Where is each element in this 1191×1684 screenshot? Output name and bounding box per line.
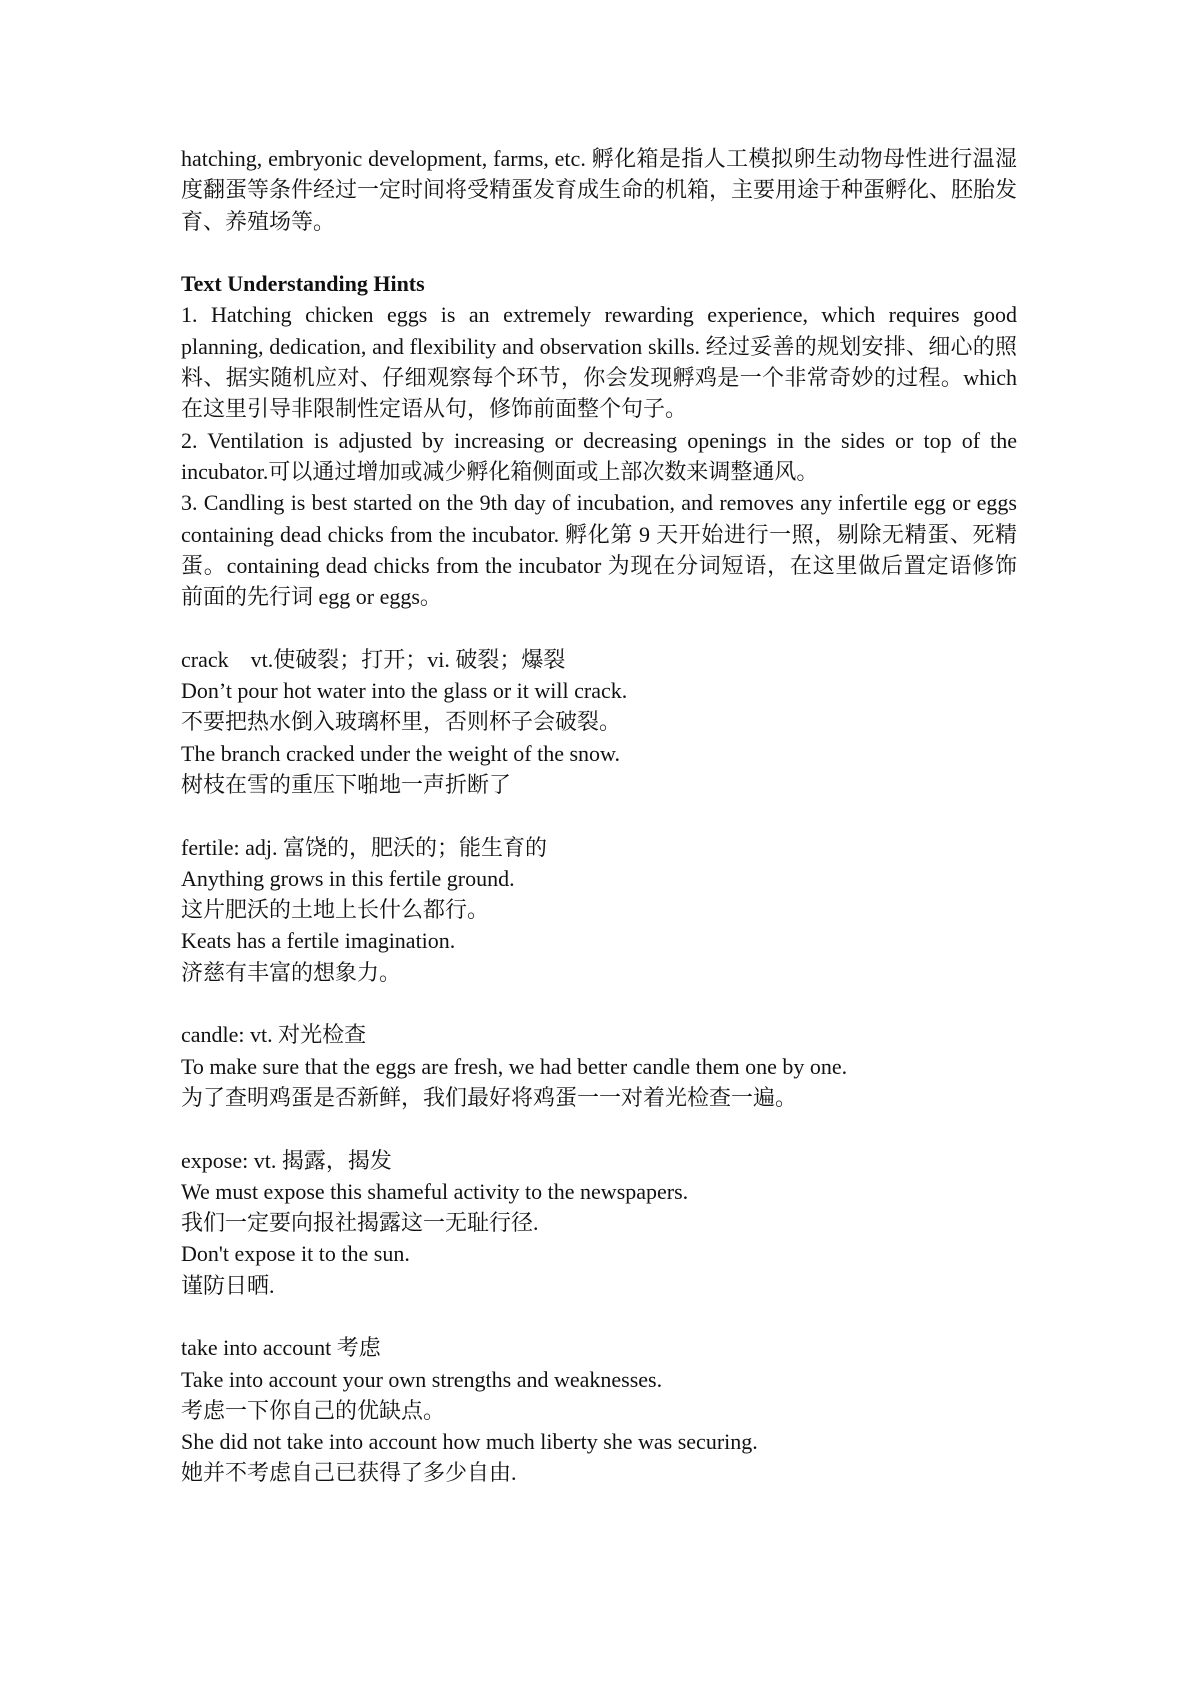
vocab-entry-take-into-account xyxy=(181,1332,1017,1488)
example-line: 不要把热水倒入玻璃杯里，否则杯子会破裂。 xyxy=(181,709,622,735)
example-line: 考虑一下你自己的优缺点。 xyxy=(181,1397,446,1423)
spacer xyxy=(181,237,1017,268)
example-line: 她并不考虑自己已获得了多少自由. xyxy=(181,1460,517,1486)
vocab-headword: fertile: adj. 富饶的，肥沃的；能生育的 xyxy=(181,834,548,860)
spacer xyxy=(181,988,1017,1019)
document-page xyxy=(181,143,1017,1489)
example-line: Keats has a fertile imagination. xyxy=(181,928,456,954)
vocab-headword: candle: vt. 对光检查 xyxy=(181,1022,367,1048)
example-line: She did not take into account how much liberty she was securing. xyxy=(181,1429,758,1455)
spacer xyxy=(181,800,1017,831)
example-line: 为了查明鸡蛋是否新鲜，我们最好将鸡蛋一一对着光检查一遍。 xyxy=(181,1084,798,1110)
hint-item-3: 3. Candling is best started on the 9th day of incubation, and removes any infertile egg or eggs containing dead chicks from the incubator. 孵化第 9 天开始进行一照，剔除无精蛋、死精蛋。containing dead chicks from the incubator 为现在分词短语，在这里做后置定语修饰前面的先行词 egg or eggs。 xyxy=(181,490,1017,610)
vocab-entry-candle xyxy=(181,1019,1017,1113)
spacer xyxy=(181,1113,1017,1144)
hint-item-1: 1. Hatching chicken eggs is an extremely rewarding experience, which requires good planning, dedication, and flexibility and observation skills. 经过妥善的规划安排、细心的照料、据实随机应对、仔细观察每个环节，你会发现孵鸡是一个非常奇妙的过程。which 在这里引导非限制性定语从句，修饰前面整个句子。 xyxy=(181,302,1017,422)
example-line: 济慈有丰富的想象力。 xyxy=(181,959,402,985)
example-line: 树枝在雪的重压下啪地一声折断了 xyxy=(181,771,512,797)
vocab-headword: take into account 考虑 xyxy=(181,1335,381,1361)
vocab-headword: crack vt.使破裂；打开；vi. 破裂；爆裂 xyxy=(181,646,566,672)
intro-paragraph: hatching, embryonic development, farms, etc. 孵化箱是指人工模拟卵生动物母性进行温湿度翻蛋等条件经过一定时间将受精蛋发育成生命的机箱，主要用途于种蛋孵化、胚胎发育、养殖场等。 xyxy=(181,146,1018,234)
example-line: Take into account your own strengths and weaknesses. xyxy=(181,1366,663,1392)
vocab-entry-fertile xyxy=(181,832,1017,988)
example-line: To make sure that the eggs are fresh, we had better candle them one by one. xyxy=(181,1053,848,1079)
example-line: Anything grows in this fertile ground. xyxy=(181,865,515,891)
example-line: We must expose this shameful activity to the newspapers. xyxy=(181,1178,689,1204)
spacer xyxy=(181,612,1017,643)
example-line: Don’t pour hot water into the glass or it will crack. xyxy=(181,678,628,704)
vocab-headword: expose: vt. 揭露，揭发 xyxy=(181,1147,392,1173)
hints-heading: Text Understanding Hints xyxy=(181,271,425,297)
vocab-entry-crack xyxy=(181,644,1017,800)
spacer xyxy=(181,1301,1017,1332)
example-line: 这片肥沃的土地上长什么都行。 xyxy=(181,897,490,923)
hint-item-2: 2. Ventilation is adjusted by increasing or decreasing openings in the sides or top of the incubator.可以通过增加或减少孵化箱侧面或上部次数来调整通风。 xyxy=(181,427,1017,484)
example-line: 谨防日晒. xyxy=(181,1272,275,1298)
example-line: 我们一定要向报社揭露这一无耻行径. xyxy=(181,1210,539,1236)
example-line: The branch cracked under the weight of the snow. xyxy=(181,740,621,766)
example-line: Don't expose it to the sun. xyxy=(181,1241,410,1267)
vocab-entry-expose xyxy=(181,1145,1017,1301)
